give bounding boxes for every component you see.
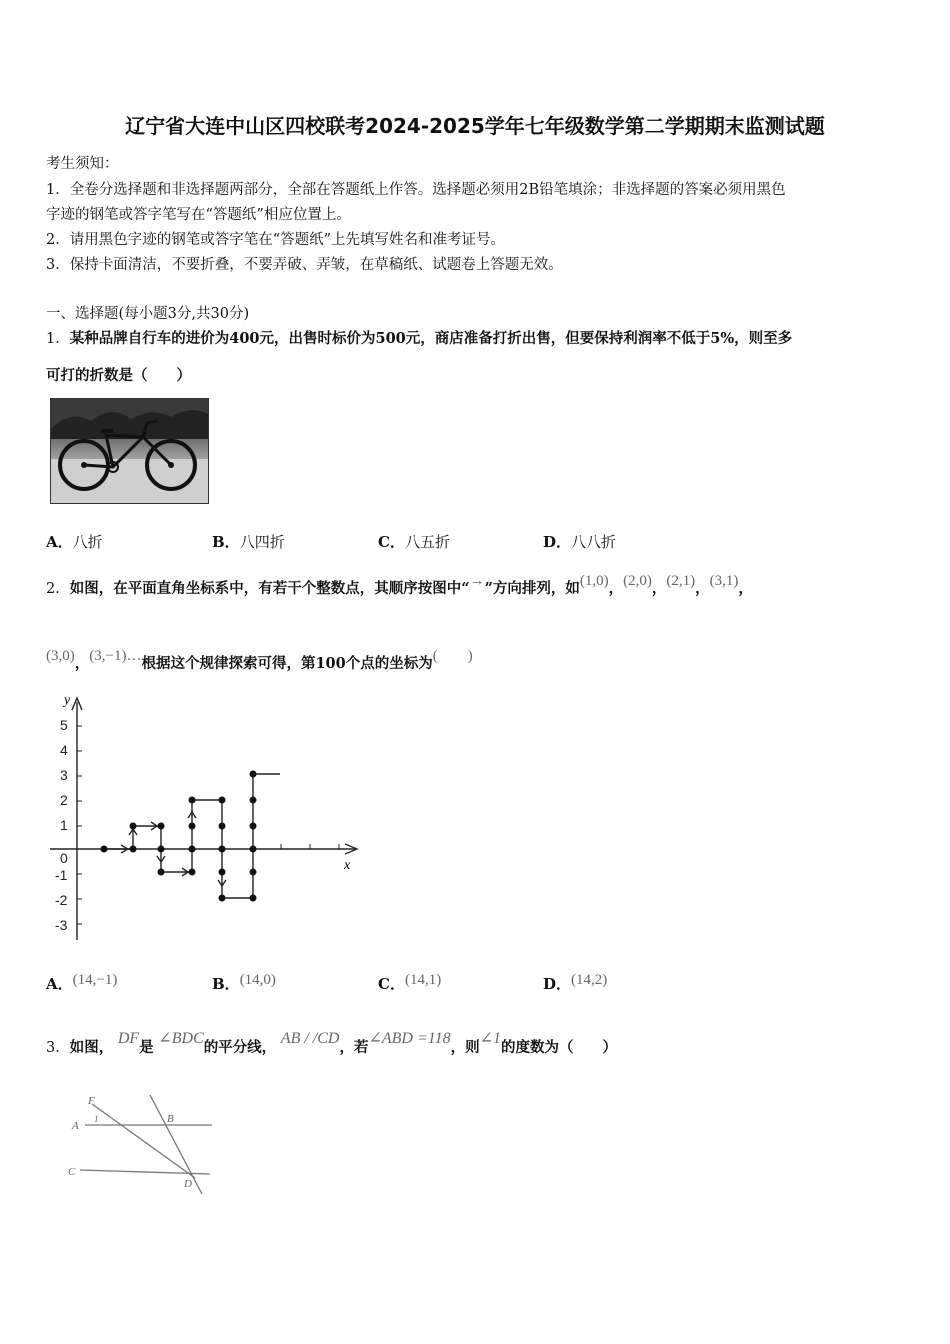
notice-heading: 考生须知： — [46, 156, 119, 172]
q2-option-c[interactable]: C．(14,1) — [378, 972, 442, 993]
y-tick-neg1: -1 — [55, 867, 68, 883]
question-3-line: 3．如图， DF是 ∠BDC的平分线， AB / /CD，若∠ABD =118，则∠1的度数为（ ） — [46, 1030, 617, 1056]
question-1-text-a: 某种品牌自行车的进价为400元，出售时标价为500元，商店准备打折出售，但要保持利润率不低于5%，则至多 — [69, 330, 793, 347]
q1-option-d[interactable]: D．八八折 — [543, 533, 617, 551]
math-angle-bdc: ∠BDC — [158, 1030, 204, 1047]
q1-option-c[interactable]: C．八五折 — [378, 533, 450, 551]
y-tick-5: 5 — [60, 717, 68, 733]
question-1-line-1 — [46, 327, 792, 348]
section-heading: 一、选择题(每小题3分,共30分) — [46, 306, 250, 322]
point-1: (1,0) — [579, 573, 609, 589]
point-3: (2,1) — [666, 573, 696, 589]
q2-option-a[interactable]: A．(14,−1) — [46, 972, 118, 993]
math-angle-1: ∠1 — [479, 1030, 501, 1047]
notice-item-3: 3．保持卡面清洁，不要折叠，不要弄破、弄皱，在草稿纸、试题卷上答题无效。 — [46, 257, 563, 273]
math-df: DF — [117, 1030, 140, 1047]
arrow-symbol: → — [469, 573, 485, 589]
question-2-line-1: 2．如图，在平面直角坐标系中，有若干个整数点，其顺序按图中“→”方向排列，如(1,0)，(2,0)，(2,1)，(3,1)， — [46, 573, 753, 597]
y-tick-neg3: -3 — [55, 917, 68, 933]
page-title: 辽宁省大连中山区四校联考2024-2025学年七年级数学第二学期期末监测试题 — [125, 114, 825, 138]
y-tick-4: 4 — [60, 742, 68, 758]
y-axis-label: y — [64, 693, 71, 708]
point-4: (3,1) — [709, 573, 739, 589]
point-2: (2,0) — [623, 573, 652, 589]
question-1-text-b: 可打的折数是（ ） — [46, 367, 191, 384]
label-1: 1 — [94, 1114, 99, 1124]
question-2-line-2: (3,0)，(3,−1)…根据这个规律探索可得，第100个点的坐标为( ) — [46, 648, 473, 672]
y-tick-0: 0 — [60, 850, 68, 866]
y-tick-3: 3 — [60, 767, 68, 783]
q2-option-d[interactable]: D．(14,2) — [543, 972, 608, 993]
answer-paren: ( ) — [432, 648, 473, 664]
question-2-text-c: 根据这个规律探索可得，第100个点的坐标为 — [141, 655, 433, 672]
question-2-text-b: ”方向排列，如 — [484, 580, 580, 597]
point-5: (3,0) — [46, 648, 75, 664]
math-angle-abd: ∠ABD =118 — [368, 1030, 451, 1047]
question-2-number: 2． — [46, 581, 70, 597]
y-tick-neg2: -2 — [55, 892, 68, 908]
label-a: A — [72, 1120, 79, 1132]
y-tick-2: 2 — [60, 792, 68, 808]
label-f: F — [88, 1095, 95, 1107]
y-tick-1: 1 — [60, 817, 68, 833]
label-c: C — [68, 1166, 76, 1178]
coordinate-graph — [40, 690, 370, 950]
bicycle-photo — [50, 398, 209, 504]
x-axis-label: x — [344, 858, 351, 873]
point-path — [104, 774, 280, 898]
q1-option-a[interactable]: A．八折 — [46, 533, 103, 551]
question-3-number: 3． — [46, 1040, 70, 1056]
bicycle-icon — [51, 399, 208, 503]
notice-item-1a: 1．全卷分选择题和非选择题两部分，全部在答题纸上作答。选择题必须用2B铅笔填涂；非选择题的答案必须用黑色 — [46, 182, 786, 198]
label-d: D — [184, 1178, 192, 1190]
q1-option-b[interactable]: B．八四折 — [212, 533, 285, 551]
notice-item-2: 2．请用黑色字迹的钢笔或答字笔在“答题纸”上先填写姓名和准考证号。 — [46, 232, 506, 248]
math-parallel: AB / /CD — [280, 1030, 340, 1047]
label-b: B — [167, 1113, 174, 1125]
q2-option-b[interactable]: B．(14,0) — [212, 972, 276, 993]
parallel-lines-figure — [60, 1090, 220, 1200]
point-6: (3,−1) — [89, 648, 127, 664]
notice-item-1b: 字迹的钢笔或答字笔写在“答题纸”相应位置上。 — [46, 207, 351, 223]
question-2-text-a: 如图，在平面直角坐标系中，有若干个整数点，其顺序按图中“ — [69, 580, 470, 597]
question-1-number: 1． — [46, 331, 70, 347]
